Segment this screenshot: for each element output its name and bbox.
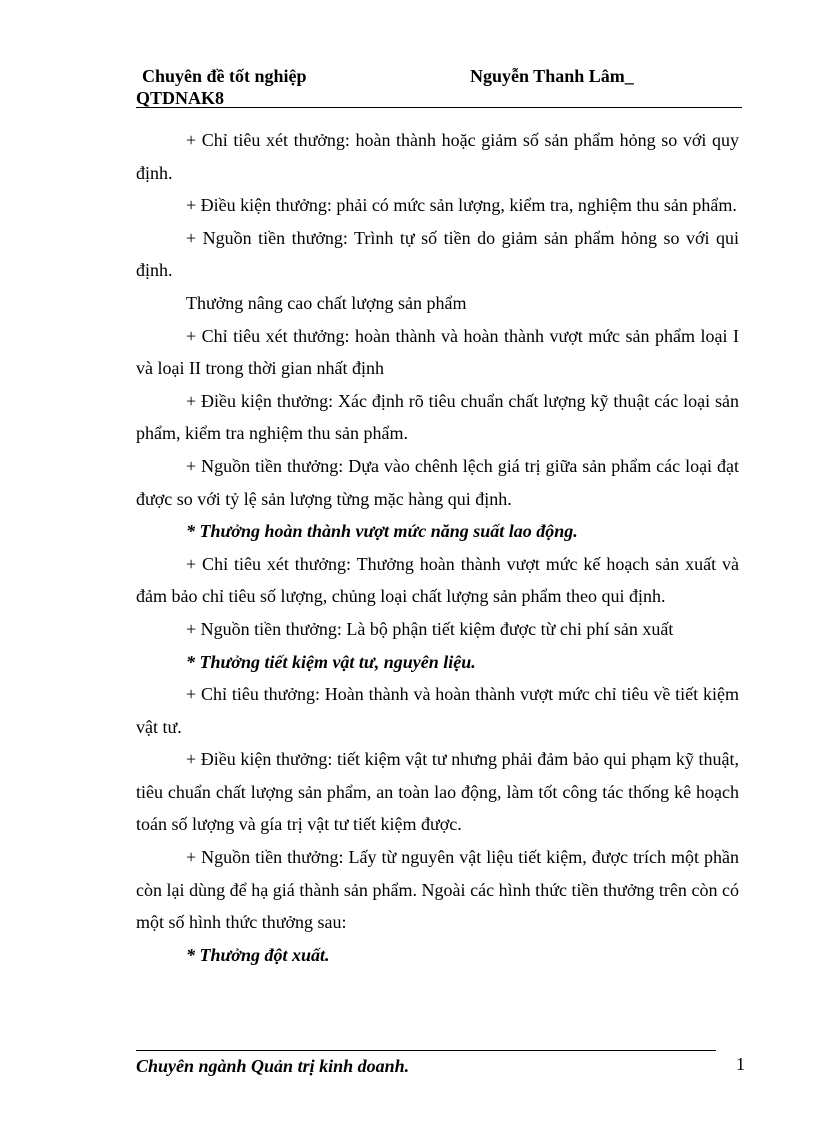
paragraph-9: + Chỉ tiêu xét thưởng: Thưởng hoàn thành vượt mức kế hoạch sản xuất và đảm bảo chỉ tiêu số lượng, chủng loại chất lượng sản phẩm theo qui định. — [136, 553, 739, 607]
paragraph-3: + Nguồn tiền thưởng: Trình tự số tiền do giảm sản phẩm hỏng so với qui định. — [136, 227, 739, 281]
paragraph-13: + Điều kiện thưởng: tiết kiệm vật tư nhưng phải đảm bảo qui phạm kỹ thuật, tiêu chuẩn chất lượng sản phẩm, an toàn lao động, làm tốt công tác thống kê hoạch toán số lượng và gía trị vật tư tiết kiệm được. — [136, 749, 739, 835]
footer-major: Chuyên ngành Quản trị kinh doanh. — [136, 1056, 410, 1076]
paragraph-10: + Nguồn tiền thưởng: Là bộ phận tiết kiệm được từ chi phí sản xuất — [186, 618, 674, 639]
paragraph-6: + Điều kiện thưởng: Xác định rõ tiêu chuẩn chất lượng kỹ thuật các loại sản phẩm, kiểm tra nghiệm thu sản phẩm. — [136, 390, 739, 444]
section-heading-unexpected-bonus: * Thưởng đột xuất. — [186, 944, 330, 965]
page-number: 1 — [736, 1054, 745, 1074]
paragraph-7: + Nguồn tiền thưởng: Dựa vào chênh lệch giá trị giữa sản phẩm các loại đạt được so với tỷ lệ sản lượng từng mặc hàng qui định. — [136, 455, 739, 509]
section-heading-productivity-bonus: * Thưởng hoàn thành vượt mức năng suất lao động. — [186, 521, 578, 542]
header-author-name: Nguyễn Thanh Lâm_ — [470, 66, 634, 86]
header-document-title: Chuyên đề tốt nghiệp — [142, 66, 307, 86]
paragraph-1: + Chỉ tiêu xét thưởng: hoàn thành hoặc giảm số sản phẩm hỏng so với quy định. — [136, 130, 739, 183]
paragraph-12: + Chỉ tiêu thưởng: Hoàn thành và hoàn thành vượt mức chỉ tiêu về tiết kiệm vật tư. — [136, 684, 739, 737]
paragraph-5: + Chỉ tiêu xét thưởng: hoàn thành và hoàn thành vượt mức sản phẩm loại I và loại II trong thời gian nhất định — [136, 325, 739, 379]
header-class-code: QTDNAK8 — [136, 88, 225, 108]
header-divider — [136, 107, 742, 108]
document-body — [136, 124, 739, 971]
paragraph-4: Thưởng nâng cao chất lượng sản phẩm — [186, 292, 467, 313]
section-heading-material-saving-bonus: * Thưởng tiết kiệm vật tư, nguyên liệu. — [186, 651, 476, 672]
paragraph-14: + Nguồn tiền thưởng: Lấy từ nguyên vật liệu tiết kiệm, được trích một phần còn lại dùng để hạ giá thành sản phẩm. Ngoài các hình thức tiền thưởng trên còn có một số hình thức thưởng sau: — [136, 847, 739, 933]
paragraph-2: + Điều kiện thưởng: phải có mức sản lượng, kiểm tra, nghiệm thu sản phẩm. — [186, 195, 737, 216]
footer-divider — [136, 1050, 716, 1051]
